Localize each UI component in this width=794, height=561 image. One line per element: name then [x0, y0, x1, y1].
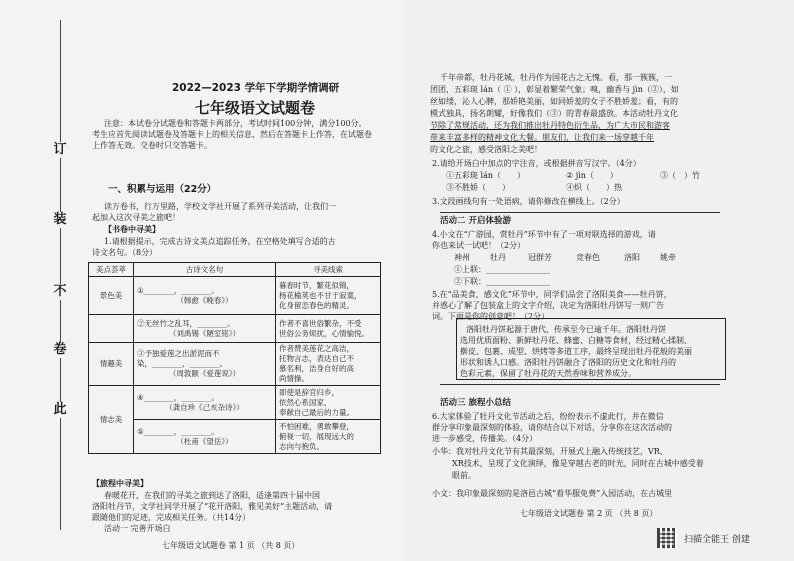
header-cell: 美点荟萃 [89, 263, 134, 277]
couplet-up[interactable]: ①上联：________________ [454, 265, 550, 274]
scanner-watermark: 扫描全能王 创建 [684, 535, 750, 545]
poem-line: ②无丝竹之乱耳，________。 [137, 318, 235, 328]
sub-heading: 【书卷中寻美】 [104, 224, 160, 234]
year-title: 2022—2023 学年下学期学情调研 [172, 82, 340, 94]
poem-line: ③予独爱莲之出淤泥而不 [137, 349, 220, 358]
poem-source: （韩愈《晚春》） [176, 295, 233, 305]
poem-cell[interactable] [134, 386, 276, 420]
couplet-word: 洛阳 [624, 253, 640, 262]
couplet-word: 竞春色 [576, 253, 600, 262]
clue-line: 俯视一切，展现远大的 [279, 431, 354, 441]
underlined-sentence: 节除了常规活动，还为我们推出牡丹特色衍生品，为广大市民和游客 [430, 121, 670, 130]
header-cell: 寻美线索 [276, 263, 381, 277]
poem-source: （周敦颐《爱莲说》） [168, 369, 241, 378]
question-2: 2.请给开场白中加点的字注音，或根据拼音写汉字。（4分） [432, 159, 641, 168]
box-line: 形状和诱人口感。洛阳牡丹饼融合了洛阳的历史文化和牡丹的 [460, 358, 676, 367]
gutter-char: 卷 [50, 342, 70, 358]
binding-line [60, 20, 61, 530]
sub-heading: 【旅程中寻美】 [92, 478, 148, 488]
activity-heading: 活动三 旅程小总结 [440, 398, 511, 408]
question-5: 并惑心了解了包装盒上的文字介绍，决定为洛阳牡丹饼写一则广告 [432, 301, 664, 310]
clue-line: 化身留恋春色的精灵。 [279, 300, 354, 310]
section-heading: 一、积累与运用（22分） [108, 184, 217, 195]
table-header-row [89, 263, 381, 277]
question-5: 5.在“品美食，感文化”环节中，同学们品尝了洛阳美食——牡丹饼， [432, 290, 672, 299]
box-line: 选用优质面粉、新鲜牡丹花、蜂蜜、白糖等食材，经过精心揉制、 [460, 336, 692, 345]
table-row [89, 277, 381, 315]
couplet-word: 神州 [454, 253, 470, 262]
intro-line: 读万卷书，行万里路，学校文学社开展了系列寻美活动，让我们一 [104, 202, 336, 211]
poem-source: （杜甫《望岳》） [176, 436, 233, 446]
clue-line: 世俗公务烦扰，心情愉悦。 [279, 328, 369, 338]
dialogue-line: 眼前。 [452, 471, 476, 480]
opening-para: 团团，五彩斑 lán（ ① ），彰显着繁荣气象；嗅，幽香与 jìn（②），如 [430, 85, 679, 94]
question-1: 诗文名句。（8分） [92, 248, 158, 257]
intro-line: 起加入这次寻美之旅吧！ [92, 213, 180, 222]
question-4: 你也来试一试吧！（2分） [432, 241, 526, 250]
box-line: 洛阳牡丹饼起源于唐代，传承至今已逾千年。洛阳牡丹饼 [466, 325, 666, 334]
gutter-char: 此 [50, 402, 70, 418]
clue-line: 暮春时节，繁花似锦， [279, 280, 354, 290]
dialogue-line: XR技术，呈现了文化演绎，像是穿越古老的时光，同时在古城中感受着 [452, 459, 704, 468]
gutter-char: 订 [50, 142, 70, 158]
dialogue-line: 小华：我对牡丹文化节有其最深刻，开展式上融入传统技艺，VR、 [432, 447, 668, 456]
question-4: 4.小文在“广游园，赏牡丹”环节中有了一项对联选择的游戏，请 [432, 230, 656, 239]
exam-title: 七年级语文试题卷 [195, 99, 316, 117]
dialogue-line: 小文：我印象最深刻的是洛邑古城“着华服免费”入园活动，在古城里 [432, 489, 673, 498]
activity-heading: 活动一 完善开场白 [104, 524, 171, 533]
poem-table [88, 262, 381, 454]
pinyin-item[interactable]: ② jìn（ ） [566, 171, 618, 180]
table-row [89, 343, 381, 386]
question-1: 1.请根据提示，完成古诗文美点追踪任务，在空格处填写合适的古 [104, 237, 336, 246]
category-cell: 景色美 [89, 277, 134, 315]
clue-line: 作者赞美莲花之高洁， [279, 344, 354, 353]
activity-heading: 活动二 开启体验游 [440, 216, 511, 226]
clue-line: 即使是辞官归乡， [279, 387, 339, 397]
clue-line: 依然心系国家， [279, 397, 332, 407]
notice-line: 上作答无效。交卷时只交答题卡。 [92, 141, 212, 150]
clue-line: 尚情操。 [279, 374, 309, 383]
underlined-sentence: 带来丰富多样的精神文化大餐。朋友们，让我们来一场穿越千年 [430, 133, 654, 142]
table-row [89, 315, 381, 343]
pinyin-item[interactable]: ③（ ）竹 [660, 171, 700, 180]
box-line: 擀皮、包裹、成型、烘烤等多道工序，最终呈现出牡丹花般的美丽 [460, 347, 692, 356]
notice-line: 考生应首先阅读试题卷及答题卡上的相关信息，然后在答题卡上作答，在试题卷 [92, 130, 372, 139]
trip-line: 跟随他们的足迹，完成相关任务。（共14分） [92, 513, 251, 522]
page-footer: 七年级语文试题卷 第 1 页 （共 8 页） [162, 541, 300, 550]
pinyin-item[interactable]: ①五彩斑 lán（ ） [446, 171, 526, 180]
question-3: 3.文段画线句有一处语病，请你修改在横线上。（2分） [432, 197, 625, 206]
pinyin-item[interactable]: ③不胜娇（ ） [446, 183, 510, 192]
answer-line[interactable] [440, 384, 720, 385]
clue-line: 不怕困难，勇敢攀登， [279, 421, 354, 431]
question-5: 词。下面是你的创意吧！（2分） [432, 312, 550, 321]
page-footer: 七年级语文试题卷 第 2 页 （共 8 页） [520, 509, 658, 518]
couplet-word: 姚牵 [660, 253, 676, 262]
question-6: 6.大家体验了牡丹文化节活动之后，纷纷表示不虚此行，并在微信 [432, 412, 664, 421]
clue-cell [276, 420, 381, 454]
poem-cell[interactable] [134, 315, 276, 343]
gutter-char: 装 [50, 212, 70, 228]
opening-para: 千年帝都，牡丹花城，牡丹作为国花古之无愧。看，那一簇簇，一 [440, 73, 672, 82]
clue-line: 志向与抱负。 [279, 441, 324, 451]
opening-para: 丝如缕，沁人心脾，那娇艳美丽，如同娇羞的女子不胜娇羞；看，有的 [430, 97, 678, 106]
opening-para: 的文化之旅，感受洛阳之美吧！ [430, 145, 542, 154]
couplet-down[interactable]: ②下联：________________ [454, 277, 550, 286]
trip-line: 洛阳牡丹节，文学社同学开展了“花开洛阳，雅见美好”主题活动，请 [92, 502, 333, 511]
couplet-word: 牡丹 [490, 253, 506, 262]
clue-line: 托物言志，表达自己不 [279, 354, 354, 363]
category-cell: 情趣美 [89, 343, 134, 386]
clue-line: 奉献自己最后的力量。 [279, 407, 354, 417]
poem-cell[interactable] [134, 420, 276, 454]
clue-cell [276, 343, 381, 386]
notice-line: 注意：本试卷分试题卷和答题卡两部分，考试时间100分钟，满分100分。 [104, 119, 367, 128]
question-6: 群分享印象最深刻的体验，请你结合以下对话，分享你在这次活动的 [432, 423, 672, 432]
poem-line: ⑤________，________。 [137, 426, 219, 436]
poem-line: ④________，________。 [137, 392, 219, 402]
category-cell [89, 315, 134, 343]
opening-para: 模式独具，扬名朗耀，好像我们（③）的青春最盛放。本活动牡丹文化 [430, 109, 678, 118]
poem-source: （龚自珍《己亥杂诗》） [165, 402, 244, 412]
table-row [89, 386, 381, 420]
header-cell: 古诗文名句 [134, 263, 276, 277]
binding-gutter [0, 0, 86, 561]
clue-line: 作者不喜世俗繁杂，不受 [279, 318, 362, 328]
poem-line: 染，________，________。 [137, 359, 227, 368]
couplet-word: 冠群芳 [528, 253, 552, 262]
poem-cell[interactable] [134, 277, 276, 315]
poem-line: ①________，________。 [137, 285, 219, 295]
category-cell: 情志美 [89, 386, 134, 454]
clue-line: 慕名利，洁身自好的高 [279, 364, 354, 373]
box-line: 色彩元素，保留了牡丹花的天然香味和营养成分。 [460, 369, 636, 378]
clue-cell [276, 315, 381, 343]
clue-line: 杨花榆荚也不甘于寂寞， [279, 290, 362, 300]
qr-code-icon [657, 528, 677, 548]
poem-source: （刘禹锡《陋室铭》） [168, 328, 241, 338]
gutter-char: 不 [50, 284, 70, 300]
answer-line[interactable] [440, 212, 720, 213]
poem-cell[interactable] [134, 343, 276, 386]
pinyin-item[interactable]: ④炽（ ）热 [566, 183, 622, 192]
question-6: 进一步感受，传播美。（4分） [432, 434, 538, 443]
trip-line: 春暖花开，在我们的寻美之旅到达了洛阳，适逢第四十届中国 [104, 491, 320, 500]
clue-cell [276, 277, 381, 315]
clue-cell [276, 386, 381, 420]
